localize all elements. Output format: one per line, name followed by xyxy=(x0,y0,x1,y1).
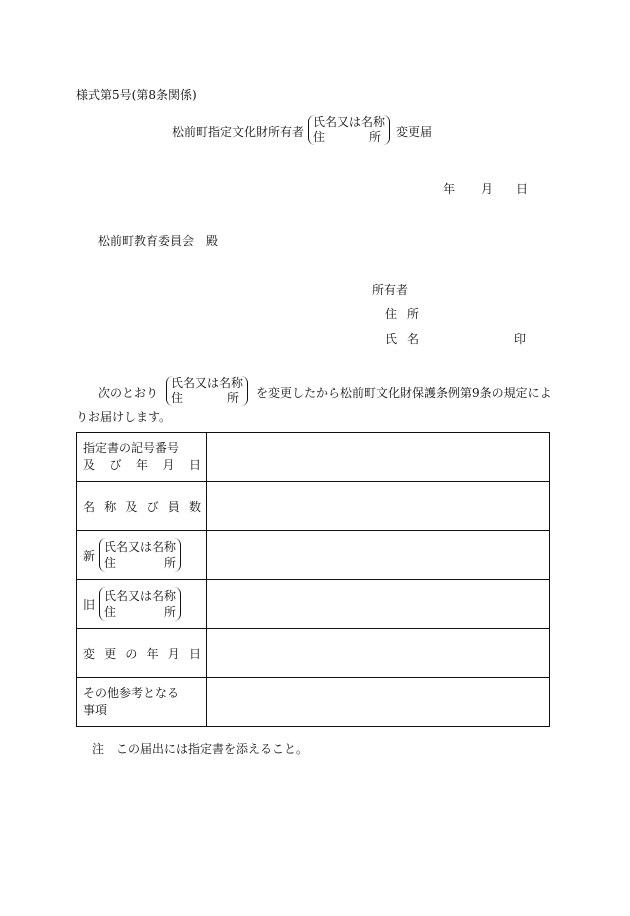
body-bracket-line1: 氏名又は名称 xyxy=(171,376,244,390)
row1-line2: 及 び 年 月 日 xyxy=(83,458,201,472)
date-month: 月 xyxy=(481,182,494,196)
row1-line1: 指定書の記号番号 xyxy=(83,441,180,455)
old-input-cell[interactable] xyxy=(207,580,550,629)
table-row xyxy=(77,531,550,580)
table-row xyxy=(77,482,550,531)
table-row xyxy=(77,433,550,482)
old-bracket: 氏名又は名称 住 所 xyxy=(99,587,181,621)
new-bracket: 氏名又は名称 住 所 xyxy=(99,538,181,572)
owner-name-a: 氏 xyxy=(385,332,398,346)
seal-mark: 印 xyxy=(514,332,527,346)
row-label-other xyxy=(77,678,207,727)
row-label-name-count: 名 称 及 び 員 数 xyxy=(77,482,207,531)
row6-line1: その他参考となる xyxy=(83,686,180,700)
title-bracket xyxy=(308,115,390,145)
footnote: 注 この届出には指定書を添えること。 xyxy=(92,742,309,756)
addressee: 松前町教育委員会 殿 xyxy=(98,234,219,248)
new-input-cell[interactable] xyxy=(207,531,550,580)
date-day: 日 xyxy=(516,182,529,196)
body-line2: りお届けします。 xyxy=(76,410,172,424)
table-row xyxy=(77,629,550,678)
title-prefix: 松前町指定文化財所有者 xyxy=(172,125,305,139)
title-bracket-line2: 住 所 xyxy=(313,130,381,144)
owner-name-b: 名 xyxy=(407,332,420,346)
name-count-input-cell[interactable] xyxy=(207,482,550,531)
table-row xyxy=(77,580,550,629)
table-row xyxy=(77,678,550,727)
row-label-old xyxy=(77,580,207,629)
body-suffix: を変更したから松前町文化財保護条例第9条の規定によ xyxy=(256,386,552,400)
row-label-change-date: 変 更 の 年 月 日 xyxy=(77,629,207,678)
notification-table xyxy=(76,432,550,727)
old-label: 旧 xyxy=(83,597,96,612)
body-bracket xyxy=(166,376,248,406)
owner-address-b: 所 xyxy=(407,307,420,321)
title-bracket-line1: 氏名又は名称 xyxy=(313,115,386,129)
owner-address-a: 住 xyxy=(385,307,398,321)
form-number: 様式第5号(第8条関係) xyxy=(76,88,197,102)
title-suffix: 変更届 xyxy=(396,125,433,139)
owner-label: 所有者 xyxy=(372,283,409,297)
new-label: 新 xyxy=(83,548,96,563)
row-label-new xyxy=(77,531,207,580)
body-prefix: 次のとおり xyxy=(98,386,159,400)
designation-input-cell[interactable] xyxy=(207,433,550,482)
row-label-designation xyxy=(77,433,207,482)
body-bracket-line2: 住 所 xyxy=(171,391,239,405)
row6-line2: 事項 xyxy=(83,703,108,717)
date-year: 年 xyxy=(443,182,456,196)
other-input-cell[interactable] xyxy=(207,678,550,727)
change-date-input-cell[interactable] xyxy=(207,629,550,678)
